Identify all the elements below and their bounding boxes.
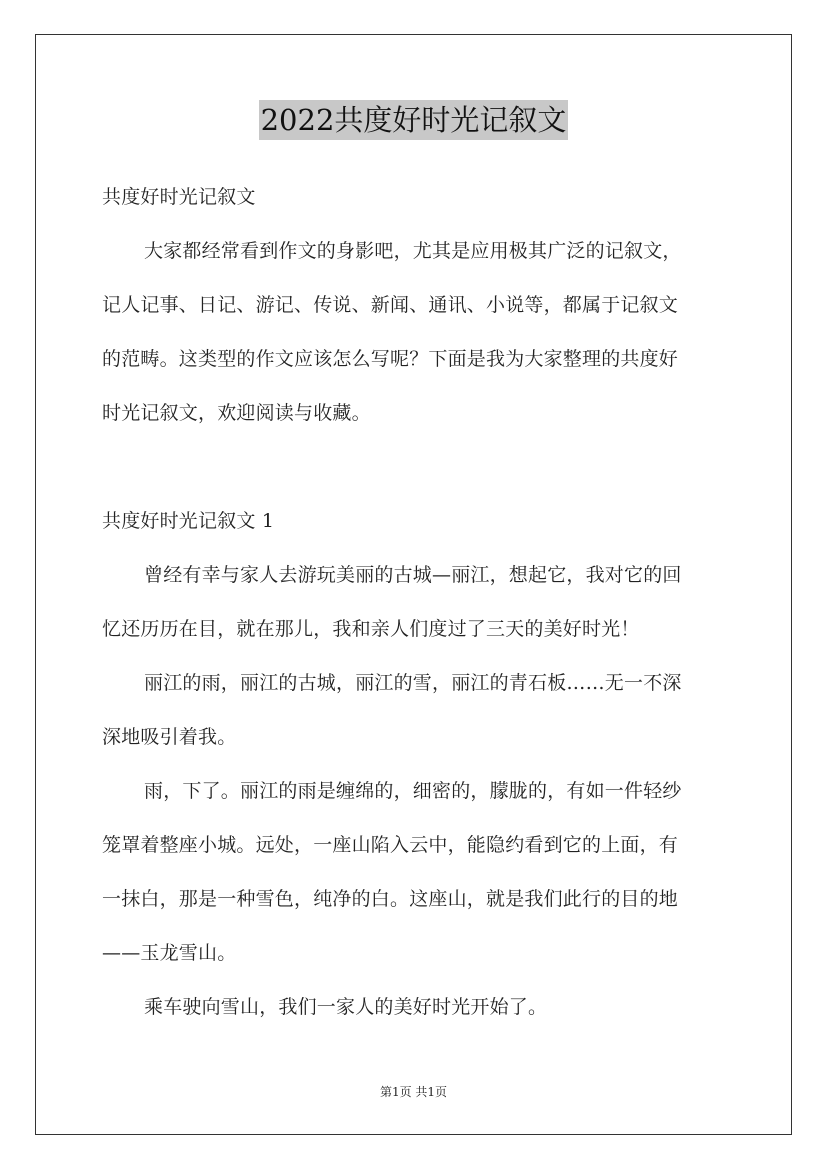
paragraph-line: 忆还历历在目，就在那儿，我和亲人们度过了三天的美好时光！ — [102, 618, 640, 640]
title-container — [0, 100, 827, 140]
paragraph-line: ——玉龙雪山。 — [102, 942, 237, 964]
paragraph-1 — [102, 548, 732, 656]
paragraph-line: 的范畴。这类型的作文应该怎么写呢？下面是我为大家整理的共度好 — [102, 348, 679, 370]
page-number: 第1页 共1页 — [379, 1085, 448, 1099]
document-title: 2022共度好时光记叙文 — [259, 100, 569, 140]
paragraph-3 — [102, 764, 732, 980]
section-heading: 共度好时光记叙文 1 — [102, 510, 275, 532]
document-body — [102, 170, 732, 1034]
paragraph-4 — [102, 980, 732, 1034]
paragraph-line: 笼罩着整座小城。远处，一座山陷入云中，能隐约看到它的上面，有 — [102, 834, 679, 856]
document-subtitle: 共度好时光记叙文 — [102, 186, 256, 208]
intro-paragraph — [102, 224, 732, 440]
page-footer — [0, 1083, 827, 1101]
paragraph-line: 时光记叙文，欢迎阅读与收藏。 — [102, 402, 371, 424]
paragraph-2 — [102, 656, 732, 764]
paragraph-line: 乘车驶向雪山，我们一家人的美好时光开始了。 — [144, 996, 548, 1018]
paragraph-gap — [102, 440, 732, 494]
paragraph-line: 曾经有幸与家人去游玩美丽的古城—丽江，想起它，我对它的回 — [144, 564, 682, 586]
paragraph-line: 丽江的雨，丽江的古城，丽江的雪，丽江的青石板……无一不深 — [144, 672, 682, 694]
paragraph-line: 雨，下了。丽江的雨是缠绵的，细密的，朦胧的，有如一件轻纱 — [144, 780, 682, 802]
paragraph-line: 记人记事、日记、游记、传说、新闻、通讯、小说等，都属于记叙文 — [102, 294, 679, 316]
paragraph-line: 深地吸引着我。 — [102, 726, 237, 748]
paragraph-line: 一抹白，那是一种雪色，纯净的白。这座山，就是我们此行的目的地 — [102, 888, 679, 910]
paragraph-line: 大家都经常看到作文的身影吧，尤其是应用极其广泛的记叙文， — [144, 240, 682, 262]
